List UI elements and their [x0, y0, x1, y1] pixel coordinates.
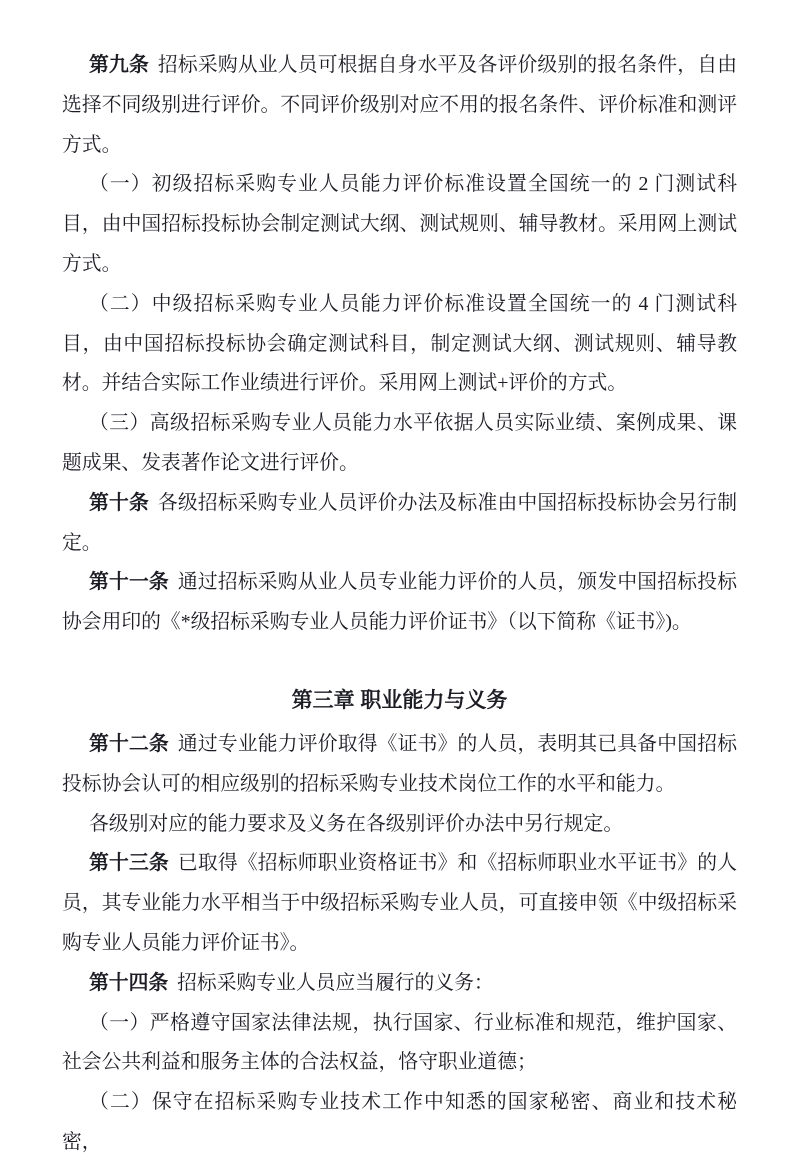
clause-text: （二）保守在招标采购专业技术工作中知悉的国家秘密、商业和技术秘密，: [62, 1091, 737, 1153]
clause-text: （二）中级招标采购专业人员能力评价标准设置全国统一的 4 门测试科目，由中国招标投标协会确定测试科目，制定测试大纲、测试规则、辅导教材。并结合实际工作业绩进行评价。采用网上测试+评价的方式。: [62, 292, 737, 395]
clause-text: 各级别对应的能力要求及义务在各级别评价办法中另行规定。: [89, 812, 624, 835]
chapter-heading: 第三章 职业能力与义务: [291, 688, 508, 712]
clause-text: 通过专业能力评价取得《证书》的人员，表明其已具备中国招标投标协会认可的相应级别的招标采购专业技术岗位工作的水平和能力。: [62, 732, 737, 795]
clause-paragraph-duty-1: [62, 1004, 737, 1084]
clause-text: 各级招标采购专业人员评价办法及标准由中国招标投标协会另行制定。: [62, 491, 737, 554]
clause-text: （一）严格遵守国家法律法规，执行国家、行业标准和规范，维护国家、社会公共利益和服务主体的合法权益，恪守职业道德；: [62, 1011, 737, 1074]
clause-paragraph-article-10: [62, 484, 737, 564]
clause-paragraph-article-11: [62, 563, 737, 643]
clause-paragraph-article-12: [62, 725, 737, 805]
clause-paragraph-item-3: [62, 404, 737, 484]
clause-number: 第九条: [89, 54, 149, 76]
clause-text: 招标采购从业人员可根据自身水平及各评价级别的报名条件，自由选择不同级别进行评价。不同评价级别对应不用的报名条件、评价标准和测评方式。: [62, 54, 737, 156]
clause-paragraph-levels-note: [62, 805, 737, 845]
clause-paragraph-duty-2: [62, 1083, 737, 1163]
clause-number: 第十条: [89, 491, 149, 514]
clause-text: 已取得《招标师职业资格证书》和《招标师职业水平证书》的人员，其专业能力水平相当于中级招标采购专业人员，可直接申领《中级招标采购专业人员能力评价证书》。: [62, 852, 737, 954]
clause-number: 第十一条: [89, 571, 169, 594]
clause-text: （一）初级招标采购专业人员能力评价标准设置全国统一的 2 门测试科目，由中国招标投标协会制定测试大纲、测试规则、辅导教材。采用网上测试方式。: [62, 173, 737, 275]
clause-number: 第十四条: [89, 971, 169, 994]
clause-number: 第十三条: [89, 852, 169, 875]
clause-number: 第十二条: [89, 732, 169, 755]
clause-paragraph-article-14: [62, 964, 737, 1004]
clause-paragraph-article-13: [62, 844, 737, 963]
clause-paragraph-item-1: [62, 165, 737, 284]
clause-text: （三）高级招标采购专业人员能力水平依据人员实际业绩、案例成果、课题成果、发表著作论文进行评价。: [62, 412, 737, 474]
clause-paragraph-article-9: [62, 46, 737, 165]
clause-paragraph-item-2: [62, 285, 737, 404]
clause-text: 招标采购专业人员应当履行的义务：: [177, 971, 494, 994]
clause-text: 通过招标采购从业人员专业能力评价的人员，颁发中国招标投标协会用印的《*级招标采购专业人员能力评价证书》（以下简称《证书》)。: [62, 571, 737, 634]
